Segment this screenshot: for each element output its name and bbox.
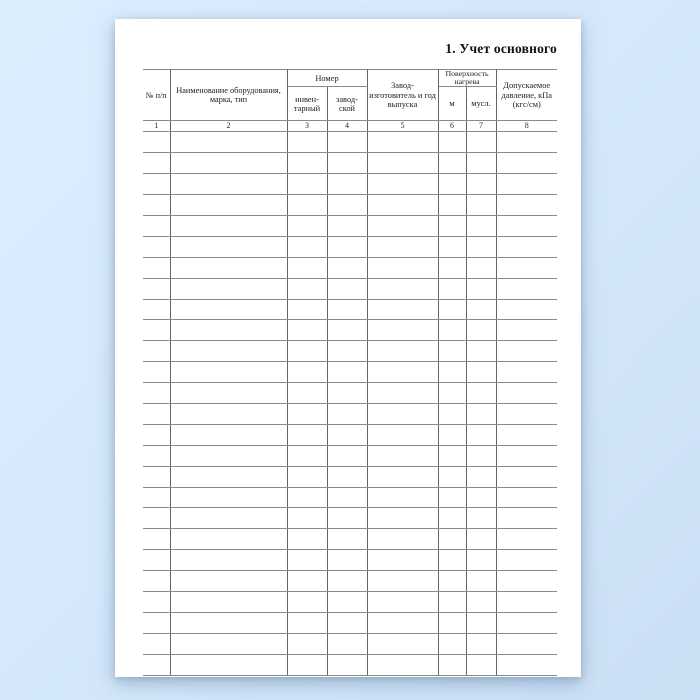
- column-number: 3: [287, 121, 327, 132]
- empty-cell: [438, 633, 466, 654]
- empty-cell: [438, 132, 466, 153]
- table-row: [143, 362, 557, 383]
- empty-cell: [466, 424, 496, 445]
- empty-cell: [287, 487, 327, 508]
- empty-cell: [327, 466, 367, 487]
- empty-cell: [438, 571, 466, 592]
- empty-cell: [496, 299, 557, 320]
- empty-cell: [438, 153, 466, 174]
- column-numbering-row: [143, 121, 557, 132]
- empty-cell: [143, 424, 170, 445]
- empty-cell: [438, 341, 466, 362]
- empty-cell: [367, 508, 438, 529]
- empty-cell: [170, 487, 287, 508]
- empty-cell: [466, 299, 496, 320]
- empty-cell: [327, 508, 367, 529]
- empty-cell: [287, 215, 327, 236]
- empty-cell: [496, 487, 557, 508]
- empty-cell: [327, 278, 367, 299]
- empty-cell: [496, 383, 557, 404]
- empty-cell: [287, 257, 327, 278]
- empty-cell: [327, 487, 367, 508]
- empty-cell: [287, 508, 327, 529]
- empty-cell: [143, 466, 170, 487]
- empty-cell: [466, 550, 496, 571]
- col-header-inventory-number: инвен-тарный: [287, 87, 327, 121]
- empty-cell: [170, 362, 287, 383]
- group-header-heating-surface: Поверхность нагрева: [438, 70, 496, 87]
- empty-cell: [287, 153, 327, 174]
- empty-cell: [367, 487, 438, 508]
- empty-cell: [466, 132, 496, 153]
- empty-cell: [466, 487, 496, 508]
- document-page: [115, 19, 581, 677]
- empty-cell: [170, 654, 287, 675]
- empty-cell: [367, 529, 438, 550]
- empty-cell: [496, 257, 557, 278]
- empty-cell: [367, 592, 438, 613]
- empty-cell: [496, 236, 557, 257]
- empty-cell: [367, 236, 438, 257]
- group-header-number: Номер: [287, 70, 367, 87]
- empty-cell: [170, 215, 287, 236]
- empty-cell: [466, 654, 496, 675]
- empty-cell: [367, 299, 438, 320]
- empty-cell: [170, 633, 287, 654]
- empty-cell: [143, 654, 170, 675]
- empty-cell: [496, 174, 557, 195]
- empty-cell: [466, 153, 496, 174]
- empty-cell: [438, 236, 466, 257]
- table-row: [143, 278, 557, 299]
- empty-cell: [367, 320, 438, 341]
- table-body: [143, 132, 557, 675]
- empty-cell: [367, 153, 438, 174]
- empty-cell: [367, 633, 438, 654]
- empty-cell: [143, 236, 170, 257]
- empty-cell: [438, 592, 466, 613]
- empty-cell: [466, 612, 496, 633]
- empty-cell: [466, 215, 496, 236]
- table-row: [143, 257, 557, 278]
- empty-cell: [466, 362, 496, 383]
- table-row: [143, 403, 557, 424]
- empty-cell: [327, 550, 367, 571]
- empty-cell: [367, 132, 438, 153]
- empty-cell: [496, 508, 557, 529]
- header-row-groups: [143, 70, 557, 87]
- table-row: [143, 174, 557, 195]
- table-row: [143, 424, 557, 445]
- empty-cell: [438, 320, 466, 341]
- column-number: 7: [466, 121, 496, 132]
- table-row: [143, 508, 557, 529]
- empty-cell: [143, 132, 170, 153]
- empty-cell: [367, 362, 438, 383]
- table-row: [143, 236, 557, 257]
- table-row: [143, 466, 557, 487]
- empty-cell: [143, 508, 170, 529]
- empty-cell: [438, 445, 466, 466]
- empty-cell: [438, 424, 466, 445]
- empty-cell: [466, 320, 496, 341]
- empty-cell: [327, 320, 367, 341]
- empty-cell: [367, 571, 438, 592]
- empty-cell: [466, 508, 496, 529]
- empty-cell: [466, 278, 496, 299]
- empty-cell: [496, 195, 557, 216]
- table-row: [143, 215, 557, 236]
- empty-cell: [170, 174, 287, 195]
- empty-cell: [367, 383, 438, 404]
- empty-cell: [327, 195, 367, 216]
- empty-cell: [287, 362, 327, 383]
- empty-cell: [170, 550, 287, 571]
- empty-cell: [170, 612, 287, 633]
- empty-cell: [367, 550, 438, 571]
- empty-cell: [143, 592, 170, 613]
- empty-cell: [438, 278, 466, 299]
- table-row: [143, 571, 557, 592]
- empty-cell: [143, 529, 170, 550]
- empty-cell: [496, 592, 557, 613]
- empty-cell: [170, 320, 287, 341]
- empty-cell: [327, 341, 367, 362]
- empty-cell: [367, 654, 438, 675]
- empty-cell: [466, 341, 496, 362]
- empty-cell: [438, 550, 466, 571]
- empty-cell: [327, 174, 367, 195]
- table-row: [143, 612, 557, 633]
- empty-cell: [143, 487, 170, 508]
- empty-cell: [367, 174, 438, 195]
- empty-cell: [367, 424, 438, 445]
- table-row: [143, 592, 557, 613]
- empty-cell: [327, 132, 367, 153]
- empty-cell: [287, 550, 327, 571]
- col-header-manufacturer-year: Завод-изготовитель и год выпуска: [367, 70, 438, 121]
- empty-cell: [143, 215, 170, 236]
- empty-cell: [367, 341, 438, 362]
- empty-cell: [170, 424, 287, 445]
- table-row: [143, 383, 557, 404]
- empty-cell: [438, 529, 466, 550]
- empty-cell: [466, 257, 496, 278]
- empty-cell: [170, 236, 287, 257]
- empty-cell: [466, 529, 496, 550]
- column-number: 4: [327, 121, 367, 132]
- empty-cell: [143, 195, 170, 216]
- empty-cell: [287, 466, 327, 487]
- empty-cell: [496, 633, 557, 654]
- col-header-factory-number: завод-ской: [327, 87, 367, 121]
- empty-cell: [170, 341, 287, 362]
- empty-cell: [287, 654, 327, 675]
- empty-cell: [466, 383, 496, 404]
- empty-cell: [143, 362, 170, 383]
- empty-cell: [327, 362, 367, 383]
- empty-cell: [496, 529, 557, 550]
- empty-cell: [367, 445, 438, 466]
- equipment-register-table: [143, 69, 557, 676]
- empty-cell: [327, 383, 367, 404]
- table-row: [143, 550, 557, 571]
- empty-cell: [438, 466, 466, 487]
- column-number: 1: [143, 121, 170, 132]
- table-row: [143, 445, 557, 466]
- empty-cell: [143, 341, 170, 362]
- empty-cell: [496, 320, 557, 341]
- empty-cell: [438, 257, 466, 278]
- empty-cell: [438, 487, 466, 508]
- empty-cell: [438, 195, 466, 216]
- empty-cell: [327, 612, 367, 633]
- empty-cell: [143, 403, 170, 424]
- empty-cell: [438, 174, 466, 195]
- table-row: [143, 153, 557, 174]
- empty-cell: [496, 466, 557, 487]
- empty-cell: [496, 424, 557, 445]
- table-row: [143, 132, 557, 153]
- empty-cell: [438, 299, 466, 320]
- empty-cell: [143, 174, 170, 195]
- empty-cell: [367, 403, 438, 424]
- empty-cell: [438, 403, 466, 424]
- empty-cell: [170, 529, 287, 550]
- table-row: [143, 195, 557, 216]
- empty-cell: [438, 362, 466, 383]
- column-number: 2: [170, 121, 287, 132]
- col-header-surface-musl: мусл.: [466, 87, 496, 121]
- empty-cell: [466, 592, 496, 613]
- empty-cell: [327, 592, 367, 613]
- empty-cell: [287, 341, 327, 362]
- empty-cell: [496, 445, 557, 466]
- empty-cell: [496, 550, 557, 571]
- empty-cell: [327, 529, 367, 550]
- table-row: [143, 529, 557, 550]
- col-header-equipment-name: Наименование оборудования, марка, тип: [170, 70, 287, 121]
- table-row: [143, 633, 557, 654]
- empty-cell: [438, 508, 466, 529]
- empty-cell: [327, 215, 367, 236]
- empty-cell: [287, 445, 327, 466]
- empty-cell: [438, 215, 466, 236]
- empty-cell: [327, 633, 367, 654]
- empty-cell: [327, 445, 367, 466]
- empty-cell: [287, 299, 327, 320]
- empty-cell: [287, 571, 327, 592]
- empty-cell: [496, 341, 557, 362]
- table-row: [143, 299, 557, 320]
- empty-cell: [466, 403, 496, 424]
- empty-cell: [438, 612, 466, 633]
- table-row: [143, 320, 557, 341]
- empty-cell: [466, 571, 496, 592]
- empty-cell: [438, 383, 466, 404]
- empty-cell: [143, 153, 170, 174]
- col-header-surface-m: м: [438, 87, 466, 121]
- empty-cell: [170, 132, 287, 153]
- empty-cell: [287, 278, 327, 299]
- table-row: [143, 654, 557, 675]
- empty-cell: [327, 424, 367, 445]
- column-number: 5: [367, 121, 438, 132]
- empty-cell: [287, 174, 327, 195]
- empty-cell: [143, 257, 170, 278]
- empty-cell: [170, 257, 287, 278]
- empty-cell: [466, 174, 496, 195]
- empty-cell: [287, 132, 327, 153]
- empty-cell: [170, 195, 287, 216]
- empty-cell: [327, 299, 367, 320]
- column-number: 8: [496, 121, 557, 132]
- column-number: 6: [438, 121, 466, 132]
- empty-cell: [496, 153, 557, 174]
- empty-cell: [496, 132, 557, 153]
- empty-cell: [466, 466, 496, 487]
- empty-cell: [367, 612, 438, 633]
- empty-cell: [327, 236, 367, 257]
- table-row: [143, 341, 557, 362]
- empty-cell: [143, 571, 170, 592]
- empty-cell: [496, 571, 557, 592]
- empty-cell: [287, 612, 327, 633]
- empty-cell: [143, 299, 170, 320]
- empty-cell: [287, 320, 327, 341]
- empty-cell: [287, 592, 327, 613]
- empty-cell: [327, 403, 367, 424]
- empty-cell: [143, 550, 170, 571]
- empty-cell: [143, 383, 170, 404]
- col-header-npp: № п/п: [143, 70, 170, 121]
- empty-cell: [170, 153, 287, 174]
- empty-cell: [287, 195, 327, 216]
- empty-cell: [367, 466, 438, 487]
- empty-cell: [367, 195, 438, 216]
- empty-cell: [170, 299, 287, 320]
- empty-cell: [287, 383, 327, 404]
- empty-cell: [327, 654, 367, 675]
- empty-cell: [170, 592, 287, 613]
- empty-cell: [143, 278, 170, 299]
- empty-cell: [170, 383, 287, 404]
- empty-cell: [287, 633, 327, 654]
- empty-cell: [466, 633, 496, 654]
- empty-cell: [287, 403, 327, 424]
- empty-cell: [170, 278, 287, 299]
- empty-cell: [327, 257, 367, 278]
- empty-cell: [143, 445, 170, 466]
- empty-cell: [327, 153, 367, 174]
- empty-cell: [287, 236, 327, 257]
- empty-cell: [170, 508, 287, 529]
- empty-cell: [367, 215, 438, 236]
- table-row: [143, 487, 557, 508]
- empty-cell: [170, 466, 287, 487]
- empty-cell: [496, 403, 557, 424]
- empty-cell: [496, 278, 557, 299]
- empty-cell: [466, 195, 496, 216]
- empty-cell: [496, 215, 557, 236]
- empty-cell: [438, 654, 466, 675]
- document-title: 1. Учет основного: [445, 41, 557, 56]
- empty-cell: [367, 278, 438, 299]
- empty-cell: [496, 612, 557, 633]
- empty-cell: [496, 362, 557, 383]
- empty-cell: [327, 571, 367, 592]
- empty-cell: [143, 612, 170, 633]
- table-header: [143, 70, 557, 132]
- empty-cell: [170, 445, 287, 466]
- empty-cell: [287, 424, 327, 445]
- col-header-allowed-pressure: Допускаемое давление, кПа (кгс/см): [496, 70, 557, 121]
- empty-cell: [143, 633, 170, 654]
- empty-cell: [466, 236, 496, 257]
- empty-cell: [170, 403, 287, 424]
- empty-cell: [466, 445, 496, 466]
- empty-cell: [496, 654, 557, 675]
- empty-cell: [143, 320, 170, 341]
- empty-cell: [287, 529, 327, 550]
- empty-cell: [367, 257, 438, 278]
- empty-cell: [170, 571, 287, 592]
